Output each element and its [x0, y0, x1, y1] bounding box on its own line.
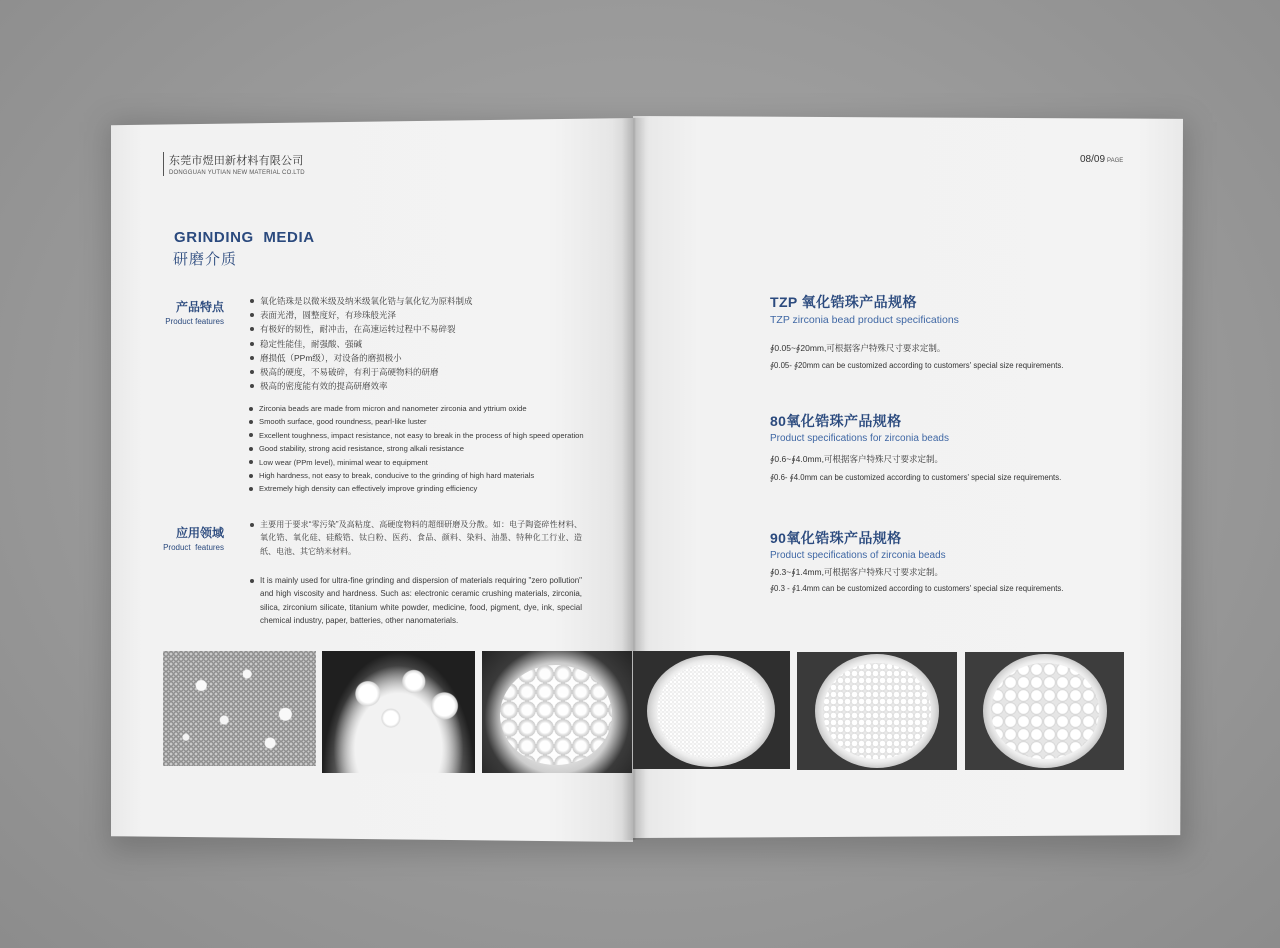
list-item: Smooth surface, good roundness, pearl-like luster [249, 415, 619, 428]
features-label [154, 298, 224, 326]
features-en-list [249, 402, 619, 496]
paragraph: 主要用于要求“零污染”及高粘度、高硬度物料的超细研磨及分散。如：电子陶瓷碎性材料、氧化锆、氧化硅、硅酸锆、钛白粉、医药、食品、颜料、染料、油墨、特种化工行业、造纸、电池、其它纳米材料。 [250, 518, 582, 558]
spec-title-en: Product specifications of zirconia beads [770, 550, 946, 561]
product-photo-beads-bowl [482, 651, 632, 773]
application-label-cn: 应用领域 [175, 526, 224, 540]
application-cn-paragraph [250, 518, 582, 558]
product-photo-tzp-bowl [633, 651, 790, 769]
list-item: Zirconia beads are made from micron and nanometer zirconia and yttrium oxide [249, 402, 619, 415]
beads-fill [657, 664, 765, 758]
list-item: 稳定性能佳，耐强酸、强碱 [250, 337, 610, 351]
company-name-en: DONGGUAN YUTIAN NEW MATERIAL CO.LTD [169, 170, 305, 176]
company-header [163, 152, 305, 176]
beads-fill [991, 663, 1099, 759]
beads-fill [823, 663, 931, 759]
list-item: 有极好的韧性，耐冲击，在高速运转过程中不易碎裂 [250, 322, 610, 336]
features-label-en: Product features [165, 317, 224, 326]
spec-title-cn: 80氧化锆珠产品规格 [770, 413, 902, 429]
list-item: 磨损低（PPm级），对设备的磨损极小 [250, 351, 610, 365]
product-photo-90-bowl [965, 652, 1124, 770]
bowl [815, 654, 939, 768]
bowl [983, 654, 1107, 768]
spec-block-tzp [770, 292, 1063, 370]
spec-size-en: ∮0.3 - ∮1.4mm can be customized according to customers' special size requirements. [770, 584, 1064, 593]
paragraph: It is mainly used for ultra-fine grinding and dispersion of materials requiring "zero pollution" and high viscosity and hardness. Such as: electronic ceramic crushing materials, zirconia, silica, zirconium silicate, titanium white powder, medicine, food, pigment, dye, ink, special chemical industry, paper, batteries, other nanomaterials. [250, 574, 582, 628]
application-en-paragraph [250, 574, 582, 628]
spec-title-cn: 90氧化锆珠产品规格 [770, 530, 902, 546]
list-item: Low wear (PPm level), minimal wear to equipment [249, 456, 619, 469]
beads-texture [500, 665, 612, 765]
spec-size-cn: ∮0.3~∮1.4mm,可根据客户特殊尺寸要求定制。 [770, 567, 943, 577]
list-item: 表面光滑，圆整度好，有珍珠般光泽 [250, 308, 610, 322]
company-name-cn: 东莞市煜田新材料有限公司 [169, 155, 304, 167]
spec-size-cn: ∮0.05~∮20mm,可根据客户特殊尺寸要求定制。 [770, 343, 946, 353]
product-photo-80-bowl [797, 652, 957, 770]
spec-title-en: Product specifications for zirconia beads [770, 433, 949, 444]
bowl [647, 655, 775, 767]
spec-title-en: TZP zirconia bead product specifications [770, 314, 959, 326]
page-number [1080, 154, 1123, 165]
spec-title-cn: TZP 氧化锆珠产品规格 [770, 294, 917, 310]
features-cn-list [250, 294, 610, 393]
page-number-value: 08/09 [1080, 154, 1106, 165]
page-word: PAGE [1107, 158, 1124, 164]
application-label-en: Product features [163, 543, 224, 552]
spec-size-en: ∮0.6- ∮4.0mm can be customized according to customers' special size requirements. [770, 473, 1062, 482]
list-item: 极高的密度能有效的提高研磨效率 [250, 379, 610, 393]
list-item: 极高的硬度，不易破碎，有利于高硬物料的研磨 [250, 365, 610, 379]
list-item: Good stability, strong acid resistance, strong alkali resistance [249, 442, 619, 455]
spec-block-90 [770, 528, 1063, 593]
spec-size-cn: ∮0.6~∮4.0mm,可根据客户特殊尺寸要求定制。 [770, 454, 943, 464]
spec-block-80 [770, 411, 1061, 482]
spec-size-en: ∮0.05- ∮20mm can be customized according to customers' special size requirements. [770, 361, 1064, 370]
list-item: 氧化锆珠是以微米级及纳米级氧化锆与氧化钇为原料制成 [250, 294, 610, 308]
page-title-en: GRINDING MEDIA [174, 229, 315, 246]
list-item: Extremely high density can effectively improve grinding efficiency [249, 482, 619, 495]
product-photo-beads-spread [163, 651, 316, 766]
features-label-cn: 产品特点 [175, 300, 224, 314]
page-title-cn: 研磨介质 [173, 251, 238, 268]
list-item: Excellent toughness, impact resistance, not easy to break in the process of high speed operation [249, 429, 619, 442]
application-label [154, 524, 224, 552]
list-item: High hardness, not easy to break, conducive to the grinding of high hard materials [249, 469, 619, 482]
product-photo-beads-pile [322, 651, 475, 773]
